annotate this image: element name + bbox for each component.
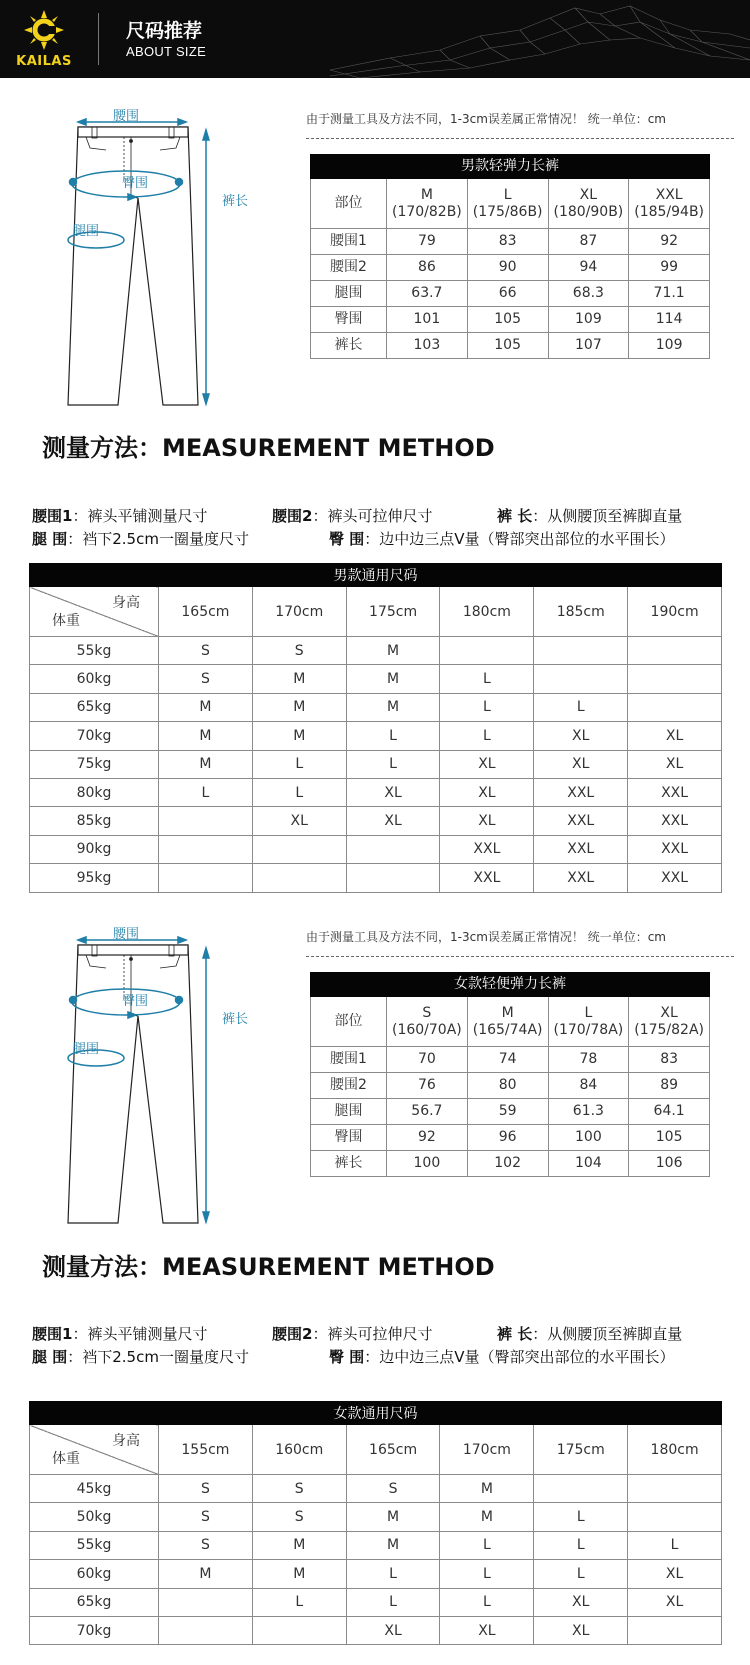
cell: XXL (534, 835, 628, 863)
table-corner: 部位 (311, 997, 387, 1047)
cell: L (440, 1560, 534, 1588)
cell: L (628, 1531, 722, 1559)
cell (252, 835, 346, 863)
height-header: 165cm (346, 1425, 440, 1475)
cell: S (159, 1475, 253, 1503)
size-header: L (175/86B) (467, 179, 548, 229)
height-header: 180cm (440, 587, 534, 637)
cell: XXL (628, 835, 722, 863)
size-header: XL (180/90B) (548, 179, 629, 229)
cell: M (346, 1503, 440, 1531)
cell: 70 (387, 1047, 468, 1073)
cell: M (440, 1503, 534, 1531)
cell: XL (440, 778, 534, 806)
height-header: 160cm (252, 1425, 346, 1475)
cell: S (159, 637, 253, 665)
pants-diagram-icon (28, 100, 268, 420)
cell (440, 637, 534, 665)
method-title: 测量方法：MEASUREMENT METHOD (42, 1253, 495, 1281)
cell: M (159, 722, 253, 750)
brand-name: KAILAS (16, 54, 72, 69)
cell: M (252, 693, 346, 721)
cell: L (346, 722, 440, 750)
table-row (30, 1503, 722, 1531)
pants-diagram-icon (28, 918, 268, 1238)
table-row (30, 1531, 722, 1559)
cell (346, 835, 440, 863)
cell (252, 864, 346, 892)
men-pants-diagram (28, 100, 268, 420)
cell: L (252, 750, 346, 778)
cell: XL (440, 750, 534, 778)
cell (252, 1616, 346, 1644)
mountain-wireframe-icon (330, 0, 750, 78)
size-header: L (170/78A) (548, 997, 629, 1047)
cell: XXL (628, 778, 722, 806)
table-row (311, 1073, 710, 1099)
table-caption: 男款通用尺码 (30, 564, 722, 587)
cell: 101 (387, 307, 468, 333)
weight-label: 55kg (30, 1531, 159, 1559)
cell: 114 (629, 307, 710, 333)
cell: XL (252, 807, 346, 835)
diagram-label-length: 裤长 (222, 1012, 249, 1027)
cell: 92 (629, 229, 710, 255)
cell: XL (534, 750, 628, 778)
cell: L (252, 1588, 346, 1616)
table-row (30, 1560, 722, 1588)
diagram-label-hip: 臀围 (122, 176, 149, 191)
cell: XXL (534, 807, 628, 835)
size-header: M (165/74A) (467, 997, 548, 1047)
height-header: 185cm (534, 587, 628, 637)
cell: 89 (629, 1073, 710, 1099)
cell: XL (346, 1616, 440, 1644)
cell: 84 (548, 1073, 629, 1099)
row-label: 腰围1 (311, 1047, 387, 1073)
table-row (311, 307, 710, 333)
cell: XL (534, 722, 628, 750)
cell: 78 (548, 1047, 629, 1073)
diagram-label-hip: 臀围 (122, 994, 149, 1009)
weight-label: 65kg (30, 693, 159, 721)
cell: XL (628, 1560, 722, 1588)
weight-label: 95kg (30, 864, 159, 892)
size-header: S (160/70A) (387, 997, 468, 1047)
cell (628, 1616, 722, 1644)
row-label: 腰围2 (311, 255, 387, 281)
cell: XL (534, 1588, 628, 1616)
cell: 92 (387, 1125, 468, 1151)
cell: XL (346, 807, 440, 835)
cell: L (534, 1531, 628, 1559)
row-label: 裤长 (311, 333, 387, 359)
cell: 79 (387, 229, 468, 255)
cell: M (440, 1475, 534, 1503)
table-row (30, 778, 722, 806)
cell: S (346, 1475, 440, 1503)
weight-label: 70kg (30, 722, 159, 750)
cell (159, 1616, 253, 1644)
table-row (311, 1099, 710, 1125)
cell: XXL (534, 864, 628, 892)
table-row (311, 333, 710, 359)
method-title: 测量方法：MEASUREMENT METHOD (42, 434, 495, 462)
cell: L (252, 778, 346, 806)
weight-label: 80kg (30, 778, 159, 806)
sun-logo-icon (24, 10, 64, 50)
cell: 64.1 (629, 1099, 710, 1125)
cell: S (159, 665, 253, 693)
cell (628, 665, 722, 693)
cell: 61.3 (548, 1099, 629, 1125)
cell: 96 (467, 1125, 548, 1151)
cell: L (440, 693, 534, 721)
cell: L (440, 722, 534, 750)
table-row (30, 750, 722, 778)
cell (534, 637, 628, 665)
row-label: 腿围 (311, 1099, 387, 1125)
cell (346, 864, 440, 892)
row-label: 腰围1 (311, 229, 387, 255)
cell (628, 1503, 722, 1531)
height-header: 180cm (628, 1425, 722, 1475)
table-row (311, 1125, 710, 1151)
page-subtitle: ABOUT SIZE (126, 44, 207, 59)
cell: 56.7 (387, 1099, 468, 1125)
height-header: 170cm (440, 1425, 534, 1475)
cell: XL (534, 1616, 628, 1644)
cell: 106 (629, 1151, 710, 1177)
cell: XXL (440, 835, 534, 863)
weight-label: 90kg (30, 835, 159, 863)
men-general-size-table (29, 563, 722, 893)
women-spec-table (310, 972, 710, 1177)
table-row (30, 1475, 722, 1503)
size-header: XL (175/82A) (629, 997, 710, 1047)
weight-label: 85kg (30, 807, 159, 835)
row-label: 臀围 (311, 307, 387, 333)
cell: S (252, 1503, 346, 1531)
cell (628, 693, 722, 721)
cell (159, 835, 253, 863)
cell: 66 (467, 281, 548, 307)
cell: 107 (548, 333, 629, 359)
cell: XL (628, 750, 722, 778)
cell: L (534, 1503, 628, 1531)
height-header: 175cm (534, 1425, 628, 1475)
cell: 87 (548, 229, 629, 255)
header-divider (98, 13, 99, 65)
cell: L (346, 750, 440, 778)
cell: XL (440, 1616, 534, 1644)
cell: 105 (467, 307, 548, 333)
table-corner: 部位 (311, 179, 387, 229)
table-row (30, 693, 722, 721)
table-row (30, 1616, 722, 1644)
diagram-label-thigh: 腿围 (73, 1042, 100, 1057)
cell: 109 (548, 307, 629, 333)
cell: L (346, 1560, 440, 1588)
cell: S (252, 1475, 346, 1503)
cell: XL (628, 722, 722, 750)
table-row (30, 637, 722, 665)
cell: 102 (467, 1151, 548, 1177)
row-label: 裤长 (311, 1151, 387, 1177)
row-label: 臀围 (311, 1125, 387, 1151)
table-row (311, 229, 710, 255)
cell (628, 1475, 722, 1503)
table-row (311, 255, 710, 281)
cell: XL (346, 778, 440, 806)
cell: M (346, 693, 440, 721)
cell: L (346, 1588, 440, 1616)
cell: M (346, 637, 440, 665)
women-pants-diagram (28, 918, 268, 1238)
diagram-label-length: 裤长 (222, 194, 249, 209)
cell: L (534, 1560, 628, 1588)
height-header: 175cm (346, 587, 440, 637)
diagram-label-waist: 腰围 (113, 927, 140, 942)
cell: M (159, 693, 253, 721)
cell: XXL (534, 778, 628, 806)
table-row (30, 722, 722, 750)
cell: 80 (467, 1073, 548, 1099)
diagram-label-thigh: 腿围 (73, 224, 100, 239)
row-label: 腰围2 (311, 1073, 387, 1099)
cell: 68.3 (548, 281, 629, 307)
height-header: 165cm (159, 587, 253, 637)
table-row (30, 807, 722, 835)
cell: L (440, 1588, 534, 1616)
cell: M (346, 1531, 440, 1559)
cell (159, 864, 253, 892)
cell: S (252, 637, 346, 665)
measurement-note: 由于测量工具及方法不同，1-3cm误差属正常情况！ 统一单位：cm (306, 112, 666, 126)
weight-label: 75kg (30, 750, 159, 778)
cell: XXL (628, 864, 722, 892)
cell: XL (440, 807, 534, 835)
weight-label: 60kg (30, 1560, 159, 1588)
page-title: 尺码推荐 (126, 20, 203, 42)
cell: 104 (548, 1151, 629, 1177)
cell: L (440, 665, 534, 693)
size-header: XXL (185/94B) (629, 179, 710, 229)
cell: 105 (467, 333, 548, 359)
cell: 86 (387, 255, 468, 281)
weight-label: 60kg (30, 665, 159, 693)
cell: M (159, 750, 253, 778)
cell: 109 (629, 333, 710, 359)
cell: M (346, 665, 440, 693)
cell: L (159, 778, 253, 806)
table-row (30, 1588, 722, 1616)
table-row (30, 864, 722, 892)
weight-label: 50kg (30, 1503, 159, 1531)
row-label: 腿围 (311, 281, 387, 307)
men-spec-table (310, 154, 710, 359)
dashed-divider (306, 138, 734, 139)
cell (534, 665, 628, 693)
cell: M (252, 665, 346, 693)
cell: 100 (387, 1151, 468, 1177)
cell: 100 (548, 1125, 629, 1151)
size-header: M (170/82B) (387, 179, 468, 229)
cell: L (440, 1531, 534, 1559)
cell (159, 807, 253, 835)
cell: L (534, 693, 628, 721)
cell: XXL (628, 807, 722, 835)
cell (159, 1588, 253, 1616)
cell: S (159, 1503, 253, 1531)
cell: 103 (387, 333, 468, 359)
cell: M (252, 1560, 346, 1588)
cell: 83 (629, 1047, 710, 1073)
table-corner: 身高 体重 (30, 1425, 159, 1475)
cell: 83 (467, 229, 548, 255)
women-general-size-table (29, 1401, 722, 1645)
table-row (30, 835, 722, 863)
weight-label: 70kg (30, 1616, 159, 1644)
cell: 63.7 (387, 281, 468, 307)
cell: 94 (548, 255, 629, 281)
diagram-label-waist: 腰围 (113, 109, 140, 124)
kailas-logo (10, 8, 78, 70)
table-caption: 女款通用尺码 (30, 1402, 722, 1425)
table-caption: 女款轻便弹力长裤 (311, 973, 710, 997)
dashed-divider (306, 956, 734, 957)
table-row (311, 1151, 710, 1177)
cell: 105 (629, 1125, 710, 1151)
cell (534, 1475, 628, 1503)
cell: XXL (440, 864, 534, 892)
table-row (311, 281, 710, 307)
measurement-note: 由于测量工具及方法不同，1-3cm误差属正常情况！ 统一单位：cm (306, 930, 666, 944)
weight-label: 45kg (30, 1475, 159, 1503)
cell: 59 (467, 1099, 548, 1125)
cell: 99 (629, 255, 710, 281)
cell: S (159, 1531, 253, 1559)
table-row (30, 665, 722, 693)
cell (628, 637, 722, 665)
cell: 90 (467, 255, 548, 281)
height-header: 190cm (628, 587, 722, 637)
cell: 74 (467, 1047, 548, 1073)
cell: M (159, 1560, 253, 1588)
table-corner: 身高 体重 (30, 587, 159, 637)
height-header: 155cm (159, 1425, 253, 1475)
cell: M (252, 722, 346, 750)
cell: 76 (387, 1073, 468, 1099)
cell: XL (628, 1588, 722, 1616)
cell: 71.1 (629, 281, 710, 307)
cell: M (252, 1531, 346, 1559)
table-row (311, 1047, 710, 1073)
height-header: 170cm (252, 587, 346, 637)
weight-label: 65kg (30, 1588, 159, 1616)
page-header (0, 0, 750, 78)
weight-label: 55kg (30, 637, 159, 665)
table-caption: 男款轻弹力长裤 (311, 155, 710, 179)
